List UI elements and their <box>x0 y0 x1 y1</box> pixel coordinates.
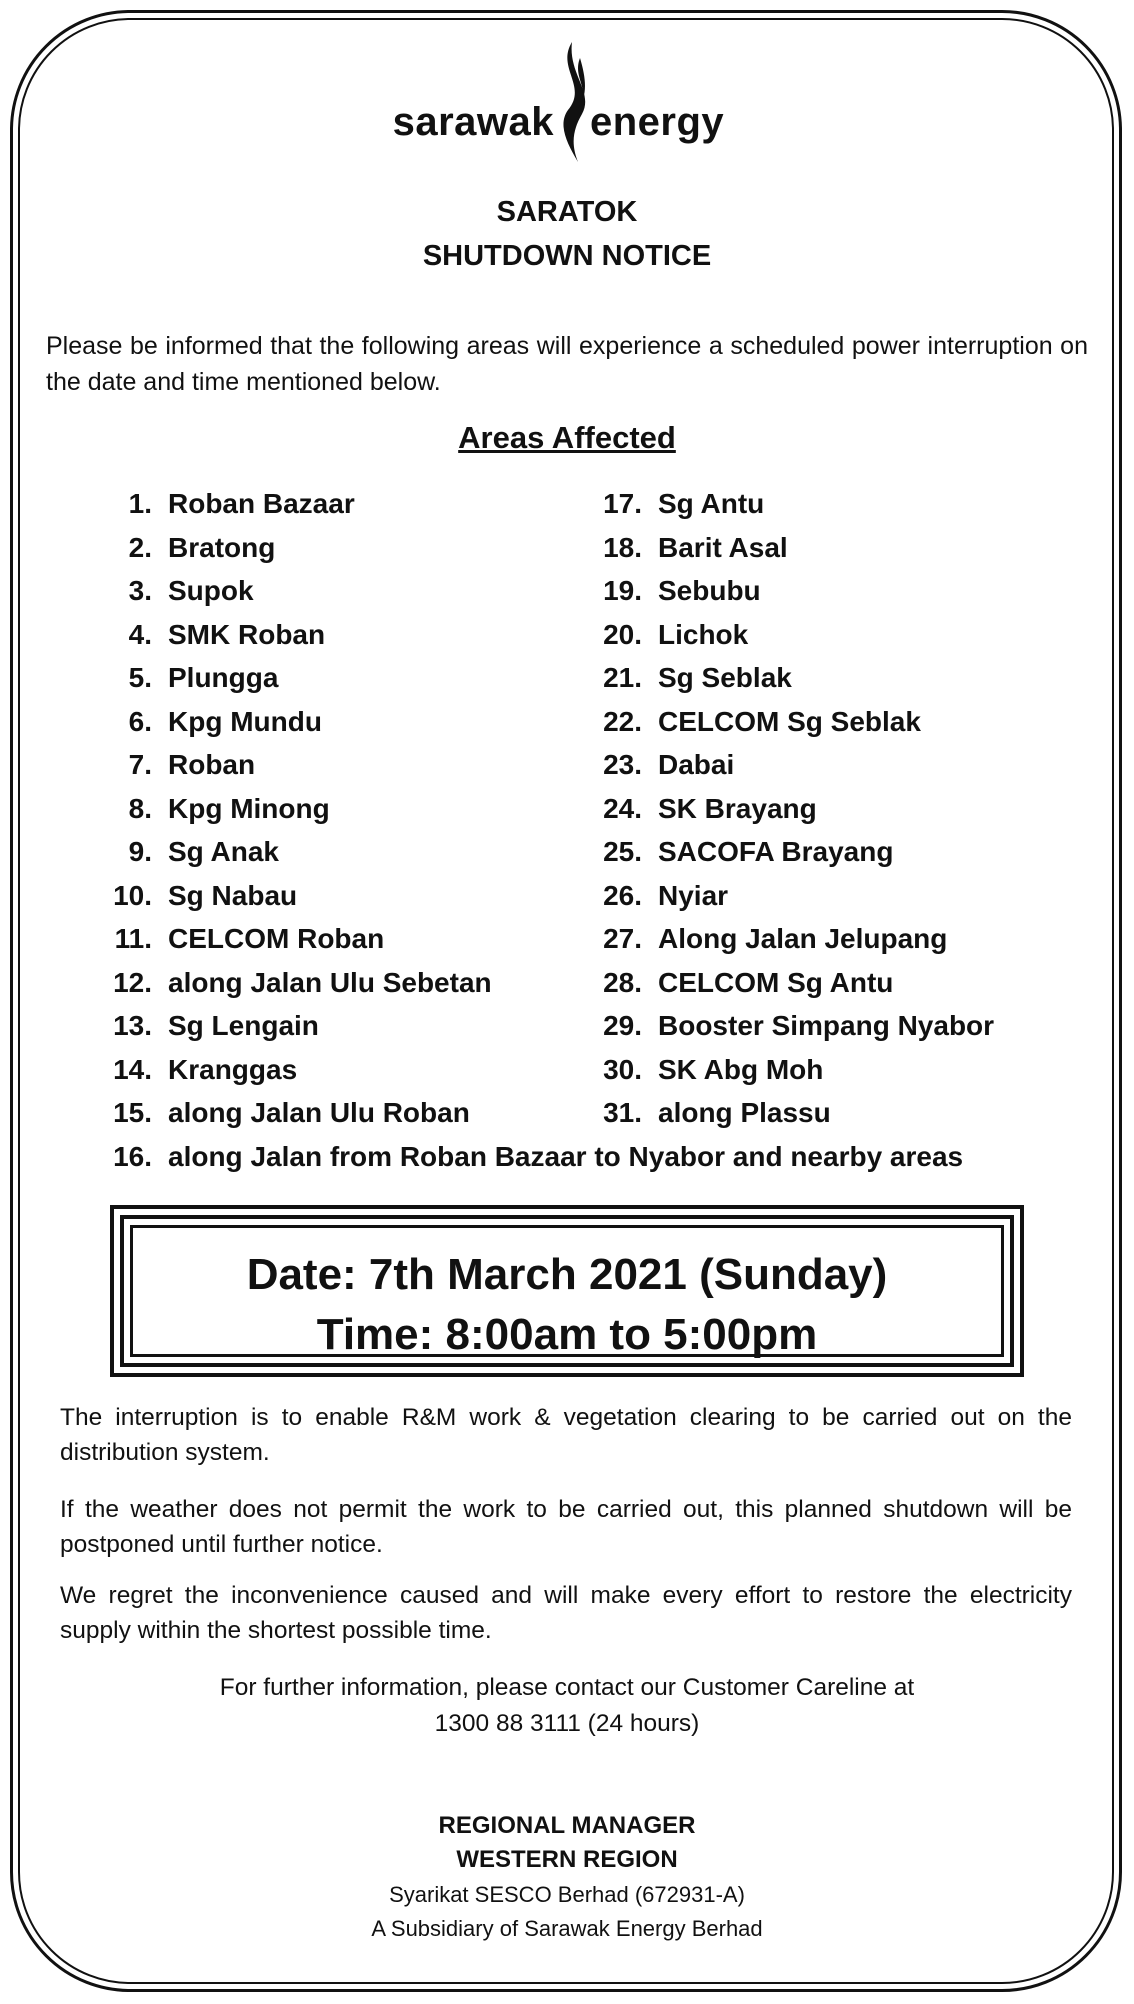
area-name: Sebubu <box>658 575 761 606</box>
area-list-item <box>108 1006 319 1046</box>
area-list-item <box>598 571 761 611</box>
area-list-item <box>108 1050 297 1090</box>
area-number: 20. <box>603 618 642 650</box>
area-name: Bratong <box>168 531 276 563</box>
area-name: Kpg Mundu <box>168 705 322 737</box>
area-name: Sg Nabau <box>168 879 298 911</box>
area-name: along Plassu <box>658 1097 831 1128</box>
area-list-item <box>598 789 817 829</box>
area-list-item <box>598 615 748 655</box>
area-name: Kranggas <box>168 1053 298 1085</box>
area-list-item <box>598 745 734 785</box>
area-number: 8. <box>128 792 152 824</box>
area-number: 29. <box>603 1010 642 1041</box>
flame-icon <box>548 38 596 166</box>
area-name: Plungga <box>168 662 279 693</box>
area-list-item <box>598 1006 994 1046</box>
area-list-item <box>108 1137 963 1177</box>
area-number: 4. <box>128 618 152 650</box>
area-name: along Jalan Ulu Roban <box>168 1097 470 1128</box>
area-name: Supok <box>168 575 254 606</box>
area-list-item <box>598 702 921 742</box>
area-name: Lichok <box>658 618 749 650</box>
area-list-item <box>598 1093 831 1133</box>
area-list-item <box>108 484 355 524</box>
area-number: 16. <box>113 1140 152 1172</box>
area-number: 12. <box>113 966 152 998</box>
area-list-item <box>108 571 254 611</box>
area-number: 25. <box>603 836 642 867</box>
area-name: Roban Bazaar <box>168 488 355 519</box>
area-number: 24. <box>603 792 642 824</box>
area-list-item <box>108 789 330 829</box>
area-number: 31. <box>603 1097 642 1128</box>
area-list-item <box>108 528 275 568</box>
area-number: 11. <box>114 923 152 954</box>
schedule-box <box>110 1205 1024 1377</box>
area-list-item <box>598 484 764 524</box>
logo-text-energy: energy <box>590 100 725 144</box>
area-number: 6. <box>128 705 152 737</box>
area-number: 7. <box>128 749 152 780</box>
area-name: SACOFA Brayang <box>658 836 894 867</box>
area-name: SK Brayang <box>658 792 817 824</box>
area-name: SMK Roban <box>168 618 326 650</box>
weather-paragraph: If the weather does not permit the work to be carried out, this planned shutdown will be postponed until further notice. <box>60 1496 1072 1558</box>
area-number: 26. <box>603 879 642 911</box>
area-number: 5. <box>128 662 152 693</box>
area-list-item <box>108 919 384 959</box>
area-number: 9. <box>128 836 152 867</box>
area-number: 22. <box>603 705 642 737</box>
area-list-item <box>598 919 947 959</box>
area-number: 1. <box>128 488 152 519</box>
area-number: 27. <box>603 923 642 954</box>
area-name: Sg Antu <box>658 488 765 519</box>
reason-paragraph: The interruption is to enable R&M work & vegetation clearing to be carried out on the distribution system. <box>60 1404 1072 1466</box>
area-name: SK Abg Moh <box>658 1053 824 1085</box>
area-name: Dabai <box>658 749 735 780</box>
area-list-item <box>598 832 893 872</box>
area-name: CELCOM Roban <box>168 923 385 954</box>
area-number: 23. <box>603 749 642 780</box>
area-name: Barit Asal <box>658 531 788 563</box>
area-list-item <box>598 528 788 568</box>
area-list-item <box>108 832 279 872</box>
contact-text: For further information, please contact our Customer Careline at <box>219 1674 915 1701</box>
area-name: Nyiar <box>658 879 729 911</box>
area-list-item <box>598 1050 823 1090</box>
area-list-item <box>108 615 325 655</box>
area-list-item <box>598 963 893 1003</box>
area-number: 18. <box>603 531 642 563</box>
area-number: 14. <box>113 1053 152 1085</box>
area-list-item <box>598 876 728 916</box>
notice-title: SHUTDOWN NOTICE <box>422 240 712 272</box>
area-list-item <box>108 658 278 698</box>
area-name: CELCOM Sg Antu <box>658 966 894 998</box>
area-number: 30. <box>603 1053 642 1085</box>
area-number: 13. <box>113 1010 152 1041</box>
careline-number: 1300 88 3111 (24 hours) <box>434 1710 700 1737</box>
intro-paragraph: Please be informed that the following areas will experience a scheduled power interruption on the date and time mentioned below. <box>46 332 1088 396</box>
area-name: Kpg Minong <box>168 792 330 824</box>
area-name: Sg Lengain <box>168 1010 319 1041</box>
company-name: Syarikat SESCO Berhad (672931-A) <box>389 1882 745 1907</box>
area-number: 28. <box>603 966 642 998</box>
sarawak-energy-logo <box>0 38 1134 166</box>
logo-text-sarawak: sarawak <box>392 100 554 144</box>
area-number: 3. <box>128 575 152 606</box>
area-list-item <box>108 1093 470 1133</box>
area-number: 17. <box>603 488 642 519</box>
area-number: 10. <box>113 879 152 911</box>
area-list-item <box>108 963 492 1003</box>
area-list-item <box>108 702 322 742</box>
signatory-region: WESTERN REGION <box>456 1846 678 1873</box>
area-name: Booster Simpang Nyabor <box>658 1010 995 1041</box>
regret-paragraph: We regret the inconvenience caused and will make every effort to restore the electricity supply within the shortest possible time. <box>60 1582 1072 1644</box>
area-name: Along Jalan Jelupang <box>658 923 948 954</box>
area-name: Sg Seblak <box>658 662 792 693</box>
signatory-role: REGIONAL MANAGER <box>438 1812 696 1839</box>
area-number: 19. <box>603 575 642 606</box>
areas-heading: Areas Affected <box>458 420 676 455</box>
notice-location: SARATOK <box>496 196 638 228</box>
area-number: 21. <box>603 662 642 693</box>
area-name: along Jalan from Roban Bazaar to Nyabor and nearby areas <box>168 1140 964 1172</box>
area-name: along Jalan Ulu Sebetan <box>168 966 492 998</box>
area-number: 15. <box>113 1097 152 1128</box>
area-name: Roban <box>168 749 256 780</box>
area-list-item <box>598 658 792 698</box>
subsidiary-note: A Subsidiary of Sarawak Energy Berhad <box>371 1916 763 1941</box>
area-number: 2. <box>128 531 152 563</box>
area-name: Sg Anak <box>168 836 279 867</box>
schedule-time: Time: 8:00am to 5:00pm <box>316 1310 818 1359</box>
area-list-item <box>108 745 255 785</box>
area-name: CELCOM Sg Seblak <box>658 705 921 737</box>
schedule-date: Date: 7th March 2021 (Sunday) <box>246 1250 888 1299</box>
area-list-item <box>108 876 297 916</box>
